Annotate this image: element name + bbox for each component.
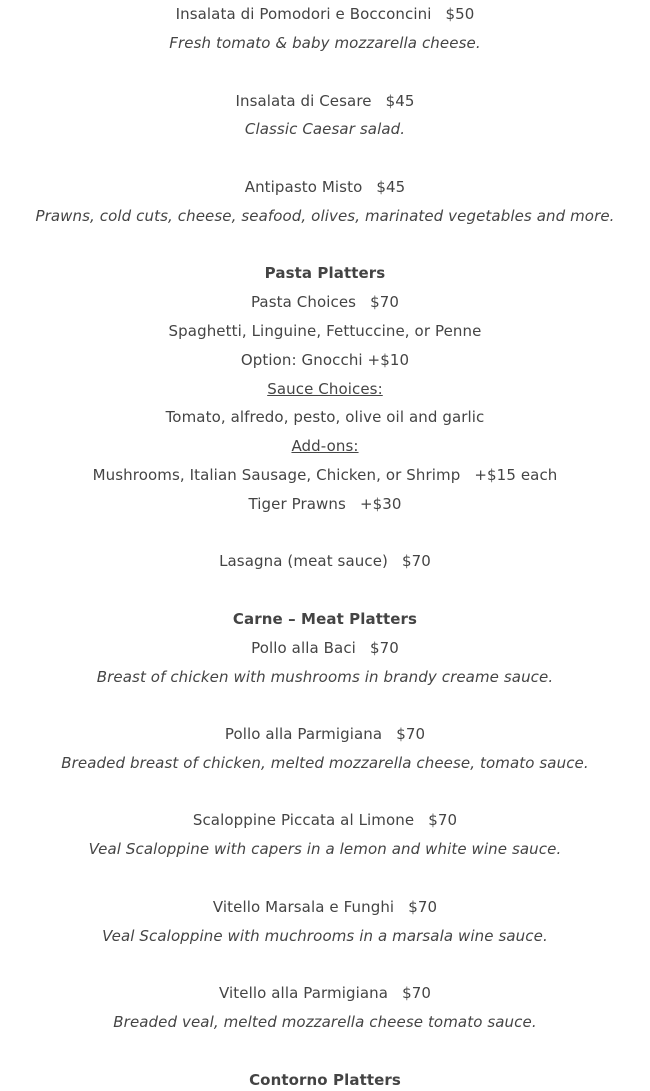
- menu-item: [0, 810, 650, 830]
- pasta-option: Option: Gnocchi +$10: [240, 351, 410, 369]
- item-name: Vitello Marsala e Funghi: [212, 898, 395, 916]
- item-price: $45: [385, 92, 415, 110]
- menu-item: [0, 4, 650, 24]
- item-name: Scaloppine Piccata al Limone: [192, 811, 415, 829]
- item-name: Lasagna (meat sauce): [219, 552, 388, 570]
- item-name: Pasta Choices: [250, 293, 357, 311]
- item-price: $70: [428, 811, 458, 829]
- addon-item: [0, 494, 650, 514]
- item-description: Veal Scaloppine with muchrooms in a marsala wine sauce.: [102, 927, 548, 945]
- item-description: Breast of chicken with mushrooms in brandy creame sauce.: [96, 668, 554, 686]
- sauce-list: Tomato, alfredo, pesto, olive oil and garlic: [165, 408, 485, 426]
- menu-item: [0, 724, 650, 744]
- menu-item: [0, 897, 650, 917]
- item-price: $50: [445, 5, 475, 23]
- menu-item: [0, 91, 650, 111]
- item-description: Breaded breast of chicken, melted mozzarella cheese, tomato sauce.: [61, 754, 589, 772]
- section-heading-contorno: Contorno Platters: [249, 1071, 401, 1089]
- item-price: $70: [408, 898, 438, 916]
- menu-item: [0, 551, 650, 571]
- item-name: Pollo alla Parmigiana: [224, 725, 383, 743]
- addon-price: +$15 each: [474, 466, 558, 484]
- item-name: Pollo alla Baci: [251, 639, 356, 657]
- item-price: $70: [369, 639, 399, 657]
- item-price: $70: [370, 293, 400, 311]
- item-name: Antipasto Misto: [244, 178, 363, 196]
- item-description: Breaded veal, melted mozzarella cheese tomato sauce.: [113, 1013, 537, 1031]
- section-heading-pasta: Pasta Platters: [264, 264, 386, 282]
- item-price: $70: [401, 552, 431, 570]
- addon-name: Mushrooms, Italian Sausage, Chicken, or Shrimp: [92, 466, 461, 484]
- item-price: $70: [402, 984, 432, 1002]
- addon-price: +$30: [359, 495, 402, 513]
- addon-name: Tiger Prawns: [248, 495, 346, 513]
- item-description: Classic Caesar salad.: [244, 120, 406, 138]
- menu-item: [0, 638, 650, 658]
- item-price: $70: [396, 725, 426, 743]
- item-name: Vitello alla Parmigiana: [218, 984, 389, 1002]
- pasta-types: Spaghetti, Linguine, Fettuccine, or Penne: [168, 322, 482, 340]
- menu-item: [0, 177, 650, 197]
- sauce-choices-heading: Sauce Choices:: [267, 380, 383, 398]
- item-price: $45: [376, 178, 406, 196]
- item-description: Prawns, cold cuts, cheese, seafood, olives, marinated vegetables and more.: [35, 207, 615, 225]
- menu-item: [0, 292, 650, 312]
- addons-heading: Add-ons:: [291, 437, 359, 455]
- item-name: Insalata di Cesare: [235, 92, 372, 110]
- item-name: Insalata di Pomodori e Bocconcini: [175, 5, 432, 23]
- addon-item: [0, 465, 650, 485]
- menu-item: [0, 983, 650, 1003]
- section-heading-carne: Carne – Meat Platters: [232, 610, 418, 628]
- item-description: Veal Scaloppine with capers in a lemon and white wine sauce.: [88, 840, 562, 858]
- item-description: Fresh tomato & baby mozzarella cheese.: [169, 34, 481, 52]
